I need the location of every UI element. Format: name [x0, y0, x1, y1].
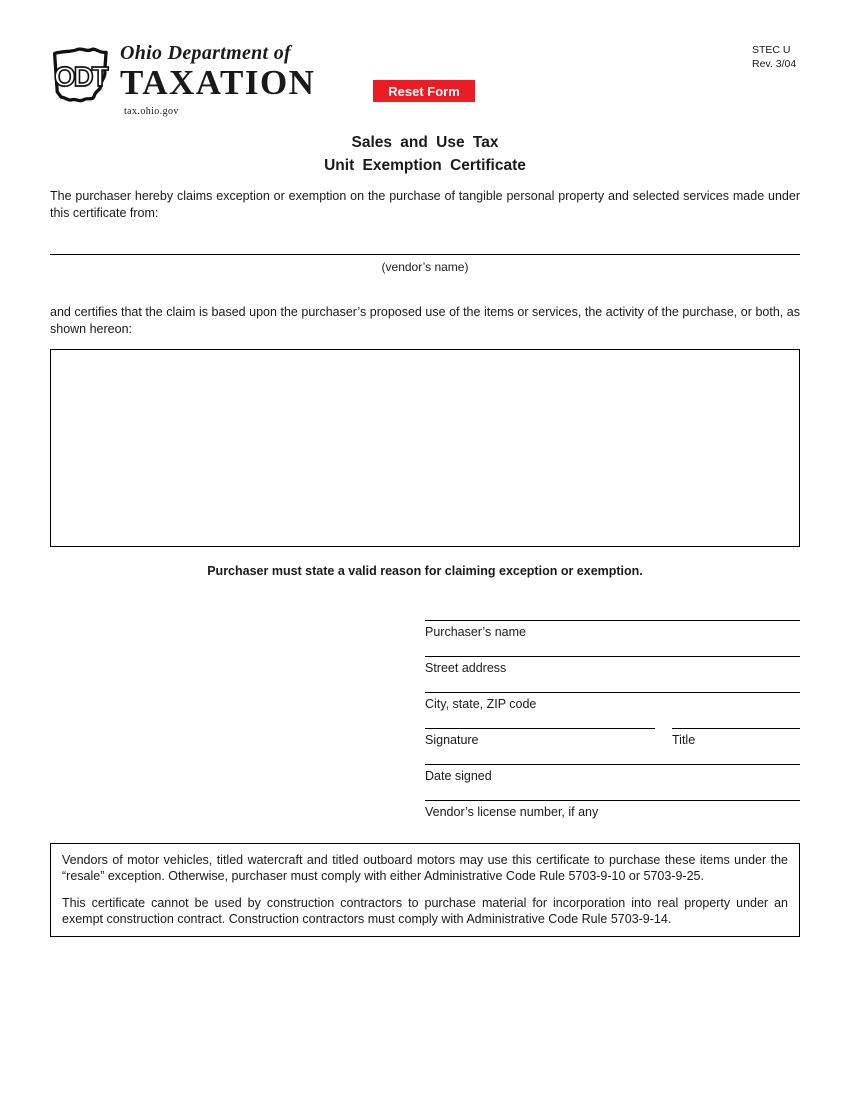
field-street-address[interactable]	[425, 656, 800, 677]
field-label-signature: Signature	[425, 733, 479, 747]
form-header	[0, 0, 850, 180]
notice-paragraph-1: Vendors of motor vehicles, titled watercraft and titled outboard motors may use this certificate to purchase these items under the “resale” exception. Otherwise, purchaser must comply with either Administrative Code Rule 5703-9-10 or 5703-9-25.	[62, 853, 788, 884]
logo-website-url: tax.ohio.gov	[124, 106, 179, 117]
form-body	[0, 188, 850, 821]
certification-paragraph: and certifies that the claim is based upon the purchaser’s proposed use of the items or services, the activity of the purchase, or both, as shown hereon:	[50, 305, 800, 336]
page-title-line1: Sales and Use Tax	[351, 134, 499, 151]
field-label-date-signed: Date signed	[425, 769, 492, 783]
reset-form-button[interactable]: Reset Form	[373, 80, 475, 102]
ohio-state-outline-icon	[48, 42, 114, 110]
odt-logo	[48, 42, 315, 117]
vendor-name-caption: (vendor’s name)	[381, 260, 469, 274]
vendor-name-input-line[interactable]	[50, 254, 800, 255]
notice-box	[50, 843, 800, 937]
field-city-state-zip[interactable]	[425, 692, 800, 713]
field-vendor-license[interactable]	[425, 800, 800, 821]
logo-wordmark: TAXATION	[120, 63, 316, 102]
field-label-title: Title	[672, 733, 696, 747]
logo-text	[120, 42, 315, 117]
reason-instruction: Purchaser must state a valid reason for claiming exception or exemption.	[207, 564, 643, 578]
field-date-signed[interactable]	[425, 764, 800, 785]
field-label-city-state-zip: City, state, ZIP code	[425, 697, 537, 711]
purchaser-fields	[425, 620, 800, 821]
logo-dept-line: Ohio Department of	[120, 42, 291, 64]
field-signature[interactable]	[425, 728, 655, 749]
field-label-vendor-license: Vendor’s license number, if any	[425, 805, 599, 819]
field-purchaser-name[interactable]	[425, 620, 800, 641]
odt-monogram: ODT	[54, 60, 107, 92]
form-code: STEC U	[752, 44, 791, 56]
intro-paragraph: The purchaser hereby claims exception or exemption on the purchase of tangible personal property and selected services made under this certificate from:	[50, 189, 800, 220]
field-gap	[655, 728, 672, 749]
page-title-line2: Unit Exemption Certificate	[324, 157, 526, 175]
signature-title-row	[425, 728, 800, 749]
field-label-purchaser-name: Purchaser’s name	[425, 625, 526, 639]
field-label-street-address: Street address	[425, 661, 507, 675]
page-title	[0, 131, 850, 178]
form-code-block	[752, 44, 796, 71]
form-revision: Rev. 3/04	[752, 57, 797, 70]
reason-input-box[interactable]	[50, 349, 800, 547]
field-title[interactable]	[672, 728, 800, 749]
notice-paragraph-2: This certificate cannot be used by construction contractors to purchase material for incorporation into real property under an exempt construction contract. Construction contractors must comply with Administrative Code Rule 5703-9-14.	[62, 895, 788, 926]
